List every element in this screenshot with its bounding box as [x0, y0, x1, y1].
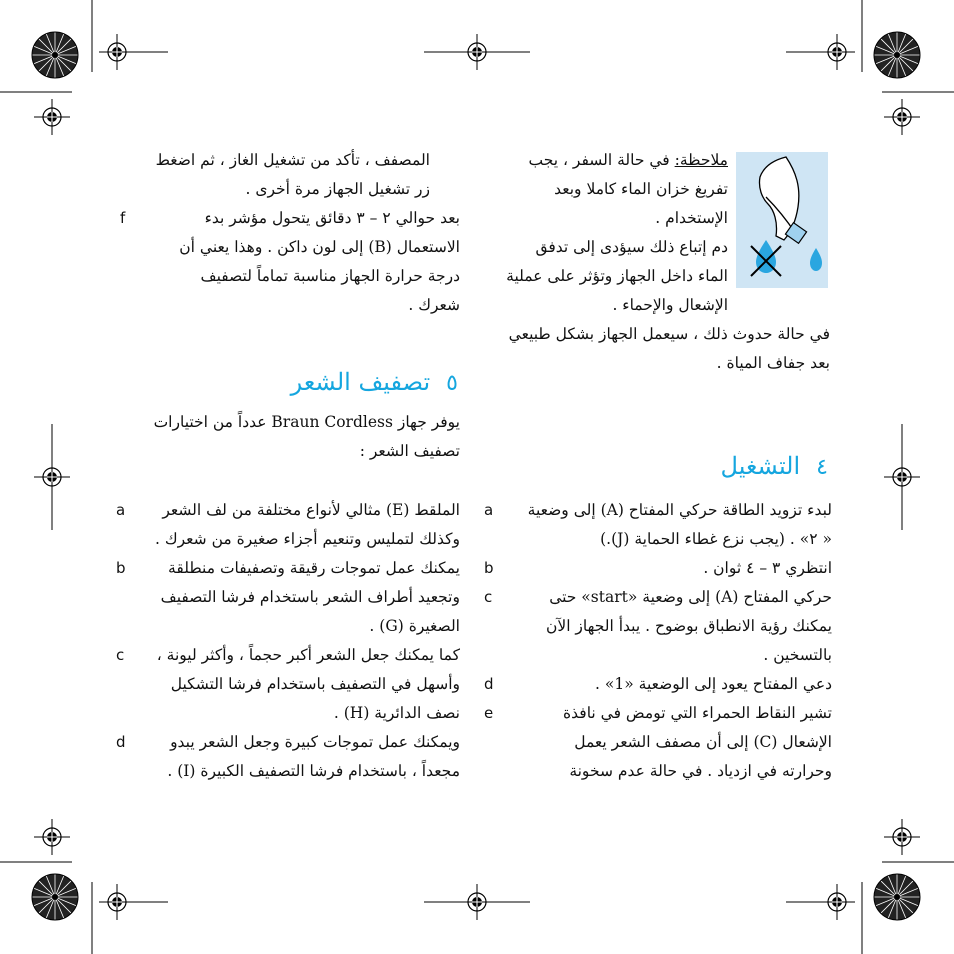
list-item	[120, 204, 460, 320]
item-label: a	[116, 501, 126, 519]
section-number: ٥	[446, 371, 458, 396]
item-label: a	[484, 501, 494, 519]
left-continuation	[120, 146, 430, 204]
item-line: وتجعيد أطراف الشعر باستخدام فرشا التصفيف	[160, 588, 460, 606]
section-5-list	[116, 496, 460, 786]
note-label: ملاحظة:	[674, 151, 728, 169]
section-4-list	[484, 496, 832, 786]
section-5-heading	[291, 368, 458, 396]
item-label: c	[484, 588, 493, 606]
note-line: الإستخدام .	[655, 209, 728, 227]
item-line: وحرارته في ازدياد . في حالة عدم سخونة	[569, 762, 832, 780]
item-line: يمكنك رؤية الانطباق بوضوح . يبدأ الجهاز الآن	[545, 617, 832, 635]
item-label: b	[484, 559, 494, 577]
item-line: تشير النقاط الحمراء التي تومض في نافذة	[563, 704, 832, 722]
item-line: دعي المفتاح يعود إلى الوضعية «1» .	[595, 675, 832, 693]
item-f-block	[120, 204, 460, 320]
list-item	[484, 583, 832, 670]
intro-line: يوفر جهاز Braun Cordless عدداً من اختيارات	[153, 413, 460, 431]
item-line: « ٢» . (يجب نزع غطاء الحماية (J).)	[600, 530, 832, 548]
note-line: دم إتباع ذلك سيؤدى إلى تدفق	[535, 238, 728, 256]
item-line: ويمكنك عمل تموجات كبيرة وجعل الشعر يبدو	[170, 733, 460, 751]
item-line: بعد حوالي ٢ – ٣ دقائق يتحول مؤشر بدء	[204, 209, 460, 227]
section-title: تصفيف الشعر	[290, 368, 431, 396]
drop-icon-small	[810, 248, 822, 271]
item-line: يمكنك عمل تموجات رقيقة وتصفيفات منطلقة	[168, 559, 460, 577]
note-line	[500, 146, 728, 175]
list-item	[116, 728, 460, 786]
item-label: e	[484, 704, 494, 722]
item-line: مجعداً ، باستخدام فرشا التصفيف الكبيرة (I) .	[167, 762, 460, 780]
list-item	[484, 670, 832, 699]
intro-line: تصفيف الشعر :	[359, 442, 460, 460]
item-line: حركي المفتاح (A) إلى وضعية «start» حتى	[549, 588, 832, 606]
section-4-heading	[721, 452, 828, 480]
section-title: التشغيل	[720, 452, 801, 480]
section-number: ٤	[816, 455, 828, 480]
list-item	[484, 699, 832, 786]
section-5-intro	[120, 408, 460, 466]
item-line: وأسهل في التصفيف باستخدام فرشا التشكيل	[170, 675, 460, 693]
water-tank-illustration	[736, 152, 828, 288]
note-line: الإشعال والإحماء .	[612, 296, 728, 314]
item-line: الصغيرة (G) .	[369, 617, 460, 635]
note-line: تفريغ خزان الماء كاملا وبعد	[554, 180, 728, 198]
item-line: شعرك .	[408, 296, 460, 314]
list-item	[116, 641, 460, 728]
item-line: الاستعمال (B) إلى لون داكن . وهذا يعني أن	[179, 238, 460, 256]
item-line: لبدء تزويد الطاقة حركي المفتاح (A) إلى وضعية	[527, 501, 832, 519]
list-item	[484, 554, 832, 583]
note-block	[500, 146, 728, 320]
item-label: f	[120, 209, 126, 227]
list-item	[116, 554, 460, 641]
item-line: انتظري ٣ – ٤ ثوان .	[703, 559, 832, 577]
item-line: بالتسخين .	[763, 646, 832, 664]
note-line: الماء داخل الجهاز وتؤثر على عملية	[506, 267, 728, 285]
item-line: وكذلك لتمليس وتنعيم أجزاء صغيرة من شعرك .	[155, 530, 460, 548]
note-after-line: في حالة حدوث ذلك ، سيعمل الجهاز بشكل طبيعي	[508, 325, 830, 343]
note-after	[500, 320, 830, 378]
item-line: الإشعال (C) إلى أن مصفف الشعر يعمل	[574, 733, 832, 751]
item-line: الملقط (E) مثالي لأنواع مختلفة من لف الشعر	[162, 501, 460, 519]
continuation-line: المصفف ، تأكد من تشغيل الغاز ، ثم اضغط	[155, 151, 430, 169]
item-label: d	[484, 675, 494, 693]
list-item	[484, 496, 832, 554]
note-after-line: بعد جفاف المياة .	[716, 354, 830, 372]
item-line: درجة حرارة الجهاز مناسبة تماماً لتصفيف	[200, 267, 460, 285]
item-line: كما يمكنك جعل الشعر أكبر حجماً ، وأكثر ليونة ،	[156, 646, 460, 664]
list-item	[116, 496, 460, 554]
item-label: d	[116, 733, 126, 751]
item-label: b	[116, 559, 126, 577]
item-label: c	[116, 646, 125, 664]
note-line-1-rest: في حالة السفر ، يجب	[528, 151, 670, 169]
item-line: نصف الدائرية (H) .	[333, 704, 460, 722]
continuation-line: زر تشغيل الجهاز مرة أخرى .	[245, 180, 430, 198]
